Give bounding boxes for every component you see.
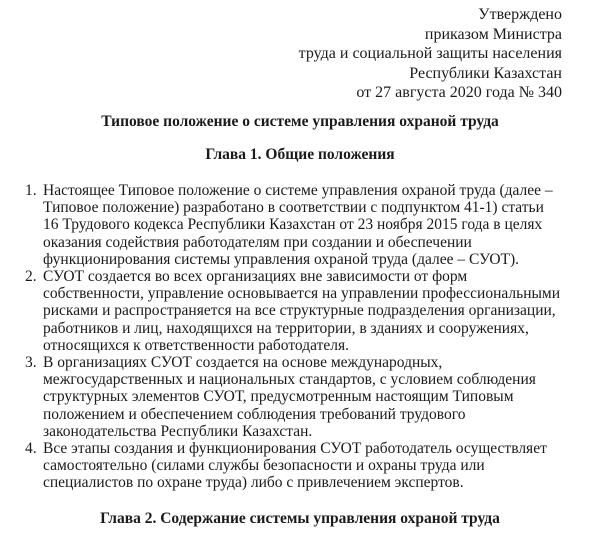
item-text-line: В организациях СУОТ создается на основе международных,	[43, 354, 443, 372]
approval-stamp	[299, 5, 562, 103]
list-item	[0, 440, 600, 492]
list-item	[0, 354, 600, 440]
approval-line: Республики Казахстан	[409, 64, 562, 82]
item-text-line: Настоящее Типовое положение о системе управления охраной труда (далее –	[43, 182, 553, 199]
chapter-1-list	[0, 182, 600, 492]
approval-line: труда и социальной защиты населения	[298, 45, 562, 62]
approval-line: Утверждено	[478, 6, 562, 23]
approval-line: приказом Министра	[424, 25, 562, 43]
item-text-line: 16 Трудового кодекса Республики Казахстан от 23 ноября 2015 года в целях	[43, 216, 543, 234]
item-text-line: Типовое положение) разработано в соответствии с подпунктом 41-1) статьи	[43, 199, 544, 217]
item-text-line: работников и лиц, находящихся на территории, в зданиях и сооружениях,	[43, 319, 529, 337]
item-number: 3.	[25, 354, 37, 372]
item-text-line: СУОТ создается во всех организациях вне зависимости от форм	[43, 268, 468, 286]
list-item	[0, 268, 600, 354]
item-text-line: специалистов по охране труда) либо с привлечением экспертов.	[43, 474, 464, 492]
item-number: 2.	[25, 268, 37, 286]
item-text-line: функционирования системы управления охраной труда (далее – СУОТ).	[43, 250, 520, 268]
document-title: Типовое положение о системе управления охраной труда	[101, 113, 499, 130]
item-text-line: положением и обеспечением соблюдения требований трудового	[43, 405, 466, 423]
item-text-line: Все этапы создания и функционирования СУОТ работодатель осуществляет	[43, 440, 547, 458]
chapter-1-heading: Глава 1. Общие положения	[205, 146, 395, 163]
item-number: 1.	[25, 182, 37, 199]
item-text-line: оказания содействия работодателям при создании и обеспечении	[43, 233, 472, 251]
item-text-line: относящихся к ответственности работодателя.	[43, 336, 349, 354]
approval-line: от 27 августа 2020 года № 340	[356, 84, 562, 101]
item-text-line: структурных элементов СУОТ, предусмотренным настоящим Типовым	[43, 388, 514, 406]
item-text-line: межгосударственных и национальных стандартов, с условием соблюдения	[43, 371, 536, 389]
item-number: 4.	[25, 440, 37, 458]
item-text-line: законодательства Республики Казахстан.	[43, 422, 313, 440]
chapter-2-heading: Глава 2. Содержание системы управления охраной труда	[100, 510, 500, 527]
item-text-line: самостоятельно (силами службы безопасности и охраны труда или	[43, 457, 485, 475]
item-text-line: собственности, управление основывается на управлении профессиональными	[43, 285, 561, 303]
list-item	[0, 182, 600, 268]
item-text-line: рисками и распространяется на все структурные подразделения организации,	[43, 302, 556, 320]
